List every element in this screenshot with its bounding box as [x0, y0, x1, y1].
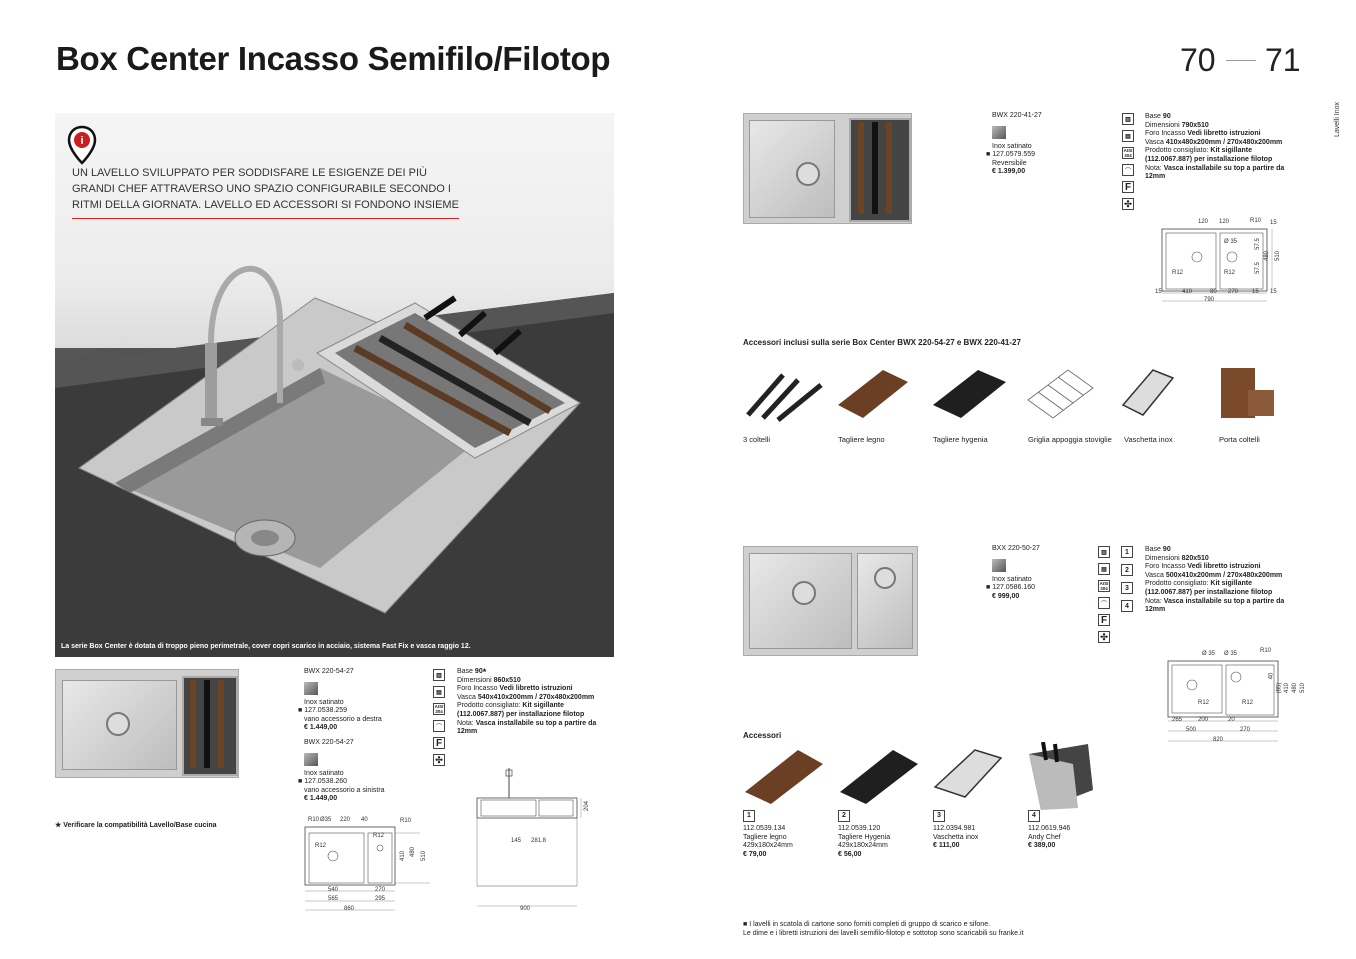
spec-list-bwx-220-41: Base 90 Dimensioni 790x510 Foro Incasso Vedi libretto istruzioni Vasca 410x480x200mm / 270x480x200mm Prodotto consigliato: Kit sigillante (112.0067.887) per installazione filotop Nota: Vasca installabile su top a partire da 12mm [1145, 113, 1285, 181]
accessory-code: 112.0394.981 [933, 825, 976, 832]
bullet-icon: ■ [743, 921, 750, 928]
base-icon: ▥ [433, 669, 445, 681]
accessory-name: Andy Chef [1028, 833, 1061, 841]
included-accessories-heading: Accessori inclusi sulla serie Box Center BWX 220-54-27 e BWX 220-41-27 [743, 338, 1021, 347]
product-info-bxx-220-50 [986, 545, 1040, 601]
dim-label: 200 [1198, 717, 1209, 723]
dim-label: Ø35 [320, 817, 332, 823]
finish-label: Inox satinato [992, 142, 1032, 150]
accessory-item-2 [838, 810, 890, 859]
cutout-icon: ▤ [433, 686, 445, 698]
dim-label: 265 [1172, 717, 1183, 723]
product-note: Reversibile [992, 159, 1027, 167]
product-price: € 1.449,00 [304, 724, 338, 732]
dim-label: 15 [1155, 289, 1162, 295]
finish-swatch [304, 753, 318, 766]
dim-label: 80 [1210, 289, 1217, 295]
dim-label: 410 [400, 850, 407, 862]
spec-icons-bwx-220-41 [1122, 113, 1134, 210]
included-accessory-label: 3 coltelli [743, 435, 771, 444]
dim-label: Ø 35 [1224, 651, 1238, 657]
accessory-size: 429x180x24mm [743, 842, 793, 850]
included-accessory-label: Griglia appoggia stoviglie [1028, 435, 1112, 444]
hero-divider [72, 218, 459, 219]
bullet-icon: ■ [986, 584, 993, 592]
dim-label: 410 [1284, 682, 1291, 694]
finish-label: Inox satinato [992, 575, 1032, 583]
dim-label: 220 [340, 817, 351, 823]
dim-label: 15 [1252, 289, 1259, 295]
dim-label: 565 [328, 896, 339, 902]
footer-notes [743, 921, 1024, 938]
accessory-price: € 111,00 [933, 842, 960, 850]
product-note: vano accessorio a sinistra [304, 786, 385, 794]
accessory-size: 429x180x24mm [838, 842, 888, 850]
footer-line-2: Le dime e i libretti istruzioni dei lavelli semifilo-filotop e sottotop sono scaricabili su franke.it [743, 929, 1024, 937]
dim-label: 120 [1198, 219, 1209, 225]
accessory-item-3 [933, 810, 978, 851]
product-code: 127.0538.260 [304, 778, 348, 786]
dim-label: 120 [1219, 219, 1230, 225]
dim-label: 270 [1228, 289, 1239, 295]
spec-list-bxx-220-50: Base 90 Dimensioni 820x510 Foro Incasso Vedi libretto istruzioni Vasca 500x410x200mm / 270x480x200mm Prodotto consigliato: Kit sigillante (112.0067.887) per installazione filotop Nota: Vasca installabile su top a partire da 12mm [1145, 546, 1285, 614]
finish-label: Inox satinato [304, 698, 344, 706]
dim-label: 40 [361, 817, 368, 823]
dim-label: R10 [1250, 218, 1262, 224]
accessory-number: 3 [933, 810, 945, 822]
svg-text:i: i [80, 135, 84, 147]
dim-label: 790 [1204, 297, 1215, 303]
cutout-icon: ▤ [1098, 563, 1110, 575]
dim-label: (85) [1276, 682, 1283, 694]
dim-label: 540 [328, 887, 339, 893]
dim-label: 480 [410, 846, 417, 858]
technical-drawing-bwx-220-41 [1152, 217, 1287, 307]
footer-line-1: I lavelli in scatola di cartone sono forniti completi di gruppo di scarico e sifone. [749, 921, 991, 928]
dim-label: 270 [375, 887, 386, 893]
hero-caption: La serie Box Center è dotata di troppo pieno perimetrale, cover copri scarico in acciaio, sistema Fast Fix e vasca raggio 12. [61, 643, 471, 650]
accessory-code: 112.0619.946 [1028, 825, 1071, 832]
dim-label: R12 [1198, 700, 1210, 706]
included-accessory-label: Tagliere hygenia [933, 435, 988, 444]
finish-swatch [992, 559, 1006, 572]
model-name: BWX 220-54-27 [304, 668, 354, 675]
accessory-price: € 79,00 [743, 850, 767, 858]
fan-icon: ✣ [1122, 198, 1134, 210]
dim-label: 860 [344, 906, 355, 912]
product-info-bwx-220-41 [986, 112, 1042, 177]
included-accessory-label: Tagliere legno [838, 435, 885, 444]
dim-label: 295 [375, 896, 386, 902]
fastfix-icon: F [433, 737, 445, 749]
dim-label: 510 [421, 850, 428, 862]
hero-description: UN LAVELLO SVILUPPATO PER SODDISFARE LE ESIGENZE DEI PIÙ GRANDI CHEF ATTRAVERSO UNO SPAZIO CONFIGURABILE SECONDO I RITMI DELLA GIORNATA. LAVELLO ED ACCESSORI SI FONDONO INSIEME [72, 167, 459, 211]
dim-label: 145 [511, 838, 522, 844]
finish-swatch [304, 682, 318, 695]
dim-label: 40 [1268, 672, 1275, 680]
filotop-icon: ⌒ [1122, 164, 1134, 176]
accessory-price: € 56,00 [838, 850, 862, 858]
finish-label: Inox satinato [304, 769, 344, 777]
finish-swatch [992, 126, 1006, 139]
aisi-304-icon: AISI 304 [1123, 148, 1133, 158]
dim-label: R10 [308, 817, 320, 823]
accessory-name: Tagliere legno [743, 833, 787, 841]
product-note: vano accessorio a destra [304, 715, 382, 723]
dim-label: R10 [1260, 648, 1272, 654]
dim-label: R12 [1242, 700, 1254, 706]
fan-icon: ✣ [433, 754, 445, 766]
dim-label: 270 [1240, 727, 1251, 733]
dim-label: 410 [1182, 289, 1193, 295]
dim-label: 480 [1264, 250, 1271, 262]
product-code: 127.0579.559 [992, 151, 1036, 159]
product-image-bxx-220-50 [743, 546, 918, 656]
dim-label: 480 [1292, 682, 1299, 694]
accessory-number: 1 [1121, 546, 1133, 558]
accessory-number: 4 [1121, 600, 1133, 612]
section-tab: Lavelli Inox [1334, 101, 1341, 137]
product-price: € 1.399,00 [992, 168, 1026, 176]
dim-label: 900 [520, 906, 531, 912]
dim-label: R12 [315, 843, 327, 849]
spec-icons-bxx-220-50 [1098, 546, 1110, 643]
included-accessory-label: Porta coltelli [1219, 435, 1260, 444]
accessory-name: Tagliere Hygenia [838, 833, 891, 841]
dim-label: R12 [1224, 270, 1236, 276]
technical-drawing-section-bwx-220-54 [465, 766, 590, 916]
product-info-bwx-220-54-a [298, 668, 382, 733]
dim-label: 15 [1270, 220, 1277, 226]
dim-label: R10 [400, 818, 412, 824]
product-code: 127.0586.160 [992, 584, 1036, 592]
dim-label: 510 [1300, 682, 1307, 694]
base-icon: ▥ [1122, 113, 1134, 125]
filotop-icon: ⌒ [1098, 597, 1110, 609]
accessory-number: 4 [1028, 810, 1040, 822]
page-number-right: 71 [1265, 42, 1301, 78]
dim-label: 500 [1186, 727, 1197, 733]
model-name: BXX 220-50-27 [992, 545, 1040, 552]
included-accessory-label: Vaschetta inox [1124, 435, 1173, 444]
dim-label: Ø 35 [1202, 651, 1216, 657]
fan-icon: ✣ [1098, 631, 1110, 643]
accessory-number: 2 [838, 810, 850, 822]
spec-list-bwx-220-54: Base 90* Dimensioni 860x510 Foro Incasso Vedi libretto istruzioni Vasca 540x410x200mm / 270x480x200mm Prodotto consigliato: Kit sigillante (112.0067.887) per installazione filotop Nota: Vasca installabile su top a partire da 12mm [457, 667, 597, 736]
accessory-code: 112.0539.120 [838, 825, 881, 832]
accessories-images [743, 742, 1103, 812]
hero-image [55, 113, 614, 657]
base-icon: ▥ [1098, 546, 1110, 558]
accessory-price: € 389,00 [1028, 842, 1056, 850]
compatibility-footnote: ★ Verificare la compatibilità Lavello/Base cucina [55, 822, 217, 829]
accessory-name: Vaschetta inox [933, 833, 979, 841]
accessory-code: 112.0539.134 [743, 825, 786, 832]
dim-label: 57.5 [1254, 238, 1261, 250]
fastfix-icon: F [1122, 181, 1134, 193]
accessory-number-column [1121, 546, 1133, 612]
dim-label: Ø 35 [1224, 239, 1238, 245]
bullet-icon: ■ [986, 151, 993, 159]
info-icon [67, 125, 97, 165]
model-name: BWX 220-54-27 [304, 739, 354, 746]
bullet-icon: ■ [298, 778, 305, 786]
cutout-icon: ▤ [1122, 130, 1134, 142]
aisi-304-icon: AISI 304 [1099, 581, 1109, 591]
aisi-304-icon: AISI 304 [434, 704, 444, 714]
product-image-bwx-220-41 [743, 113, 912, 224]
product-code: 127.0538.259 [304, 707, 348, 715]
included-accessories-images [743, 360, 1278, 430]
page-number-divider [1226, 60, 1256, 61]
technical-drawing-bxx-220-50 [1160, 647, 1305, 747]
technical-drawing-top-bwx-220-54 [300, 815, 440, 920]
dim-label: 15 [1270, 289, 1277, 295]
spec-icons-bwx-220-54 [433, 669, 445, 766]
product-image-bwx-220-54 [55, 669, 239, 778]
dim-label: 20 [1228, 717, 1235, 723]
dim-label: 281.8 [531, 838, 547, 844]
page-title: Box Center Incasso Semifilo/Filotop [56, 40, 611, 77]
product-info-bwx-220-54-b [298, 739, 385, 804]
accessory-number: 2 [1121, 564, 1133, 576]
dim-label: 510 [1275, 250, 1282, 262]
dim-label: R12 [373, 833, 385, 839]
accessories-heading: Accessori [743, 731, 782, 740]
dim-label: R12 [1172, 270, 1184, 276]
accessory-number: 1 [743, 810, 755, 822]
product-price: € 1.449,00 [304, 795, 338, 803]
filotop-icon: ⌒ [433, 720, 445, 732]
fastfix-icon: F [1098, 614, 1110, 626]
page-number-left: 70 [1180, 42, 1216, 78]
accessory-number: 3 [1121, 582, 1133, 594]
dim-label: 57.5 [1254, 262, 1261, 274]
accessory-item-1 [743, 810, 793, 859]
bullet-icon: ■ [298, 707, 305, 715]
model-name: BWX 220-41-27 [992, 112, 1042, 119]
product-price: € 999,00 [992, 592, 1020, 600]
dim-label: 204 [584, 800, 591, 812]
accessory-item-4 [1028, 810, 1070, 851]
dim-label: 820 [1213, 737, 1224, 743]
